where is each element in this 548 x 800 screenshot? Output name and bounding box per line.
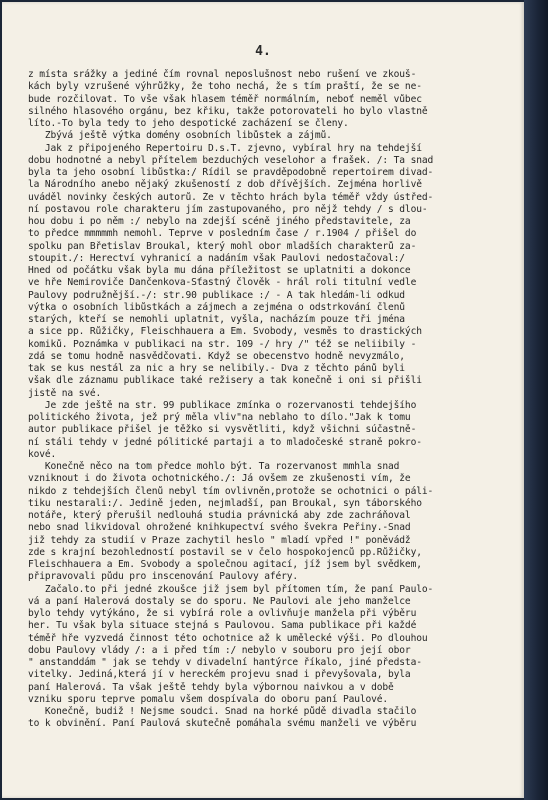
text-line: Zbývá ještě výtka domény osobních libůstek a zájmů. — [28, 130, 332, 142]
text-line: Konečně, budiž ! Nejsme soudci. Snad na horké půdě divadla stačilo — [28, 706, 417, 717]
page-number: 4. — [255, 44, 271, 59]
text-line: Začalo.to při jedné zkoušce již jsem byl přítomen tím, že paní Paulo- — [28, 583, 434, 595]
text-line: politického života, jež prý měla vliv"na neblaho to dílo."Jak k tomu — [28, 412, 411, 423]
text-line: nikdo z tehdejších členů nebyl tím ovlivněn,protože se ochotnici o páli- — [28, 485, 434, 497]
text-line: však dle záznamu publikace také režisery a tak konečně i oni si přišli — [28, 375, 422, 387]
text-line: líto.-To byla tedy to jeho despotické zacházení se členy. — [28, 118, 349, 129]
text-line: starých, kteří se nemohli uplatnit, vyšla, nacházím pouze tři jména — [28, 314, 405, 325]
text-line: vitelky. Jediná,která jí v hereckém projevu snad i převyšovala, byla — [28, 669, 411, 681]
text-line: dobu hodnotné a nebyl přítelem bezduchých veselohor a frašek. /: Ta snad — [28, 154, 434, 166]
text-line: z místa srážky a jediné čím rovnal neposlušnost nebo rušení ve zkouš- — [28, 69, 417, 80]
text-line: dobu Paulovy vlády /: a i před tím :/ nebylo v souboru pro její obor — [28, 644, 411, 656]
text-line: tak se kus nestál za nic a hry se nelibily.- Dva z těchto pánů byli — [28, 363, 405, 374]
text-line: a sice pp. Růžičky, Fleischhauera a Em. Svobody, vesměs to drastických — [28, 326, 422, 338]
text-line: notáře, který přerušil nedlouhá studia právnická aby zde zachráňoval — [28, 510, 411, 521]
text-line: tiku nestarali:/. Jedině jeden, nejmladší, pan Broukal, syn táborského — [28, 497, 422, 509]
text-line: spolku pan Břetislav Broukal, který mohl obor mladších charakterů za- — [28, 240, 417, 252]
text-line: to předce mmmmmh nemohl. Teprve v posledním čase / r.1904 / přišel do — [28, 228, 417, 240]
text-line: ve hře Nemiroviče Dančenkova-Šťastný člověk - hrál roli titulní vedle — [28, 277, 417, 289]
text-line: vá a paní Halerová dostaly se do sporu. Ne Paulovi ale jeho manželce — [28, 595, 411, 607]
text-line: zde s krajní bezohledností postavil se v čelo hospokojenců pp.Růžičky, — [28, 546, 422, 558]
text-line: byla ta jeho osobní libůstka:/ Řídil se pravděpodobně repertoirem divad- — [28, 167, 434, 178]
text-line: jistě na své. — [28, 387, 102, 399]
text-line: zdá se tomu hodně nasvědčovati. Když se obecenstvo hodně nevyzmálo, — [28, 350, 405, 362]
text-line: hou dobu i po něm :/ nebylo na zdejší scéně jiného představitele, za — [28, 216, 411, 227]
text-line: výtka o osobních libůstkách a zájmech a zejména o odstrkování členů — [28, 301, 405, 313]
text-line: vzniku sporu teprve pomalu všem dospívala do oboru paní Paulové. — [28, 693, 389, 705]
text-line: ní stáli tehdy v jedné pólitické partaji a to mladočeské straně pokro- — [28, 436, 422, 448]
text-line: la Národního anebo nějaký zkušeností z dob dřívějších. Zejména horlivě — [28, 179, 422, 191]
text-line: Konečně něco na tom předce mohlo být. Ta rozervanost mmhla snad — [28, 461, 400, 472]
book-binding-edge — [524, 0, 548, 800]
text-line: již tehdy za studií v Praze zachytil heslo " mladí vpřed !" poněvádž — [28, 534, 411, 546]
text-line: ní postavou role charakteru jím zastupovaného, pro nějž tehdy / s dlou- — [28, 203, 428, 215]
text-line: silného hlasového orgánu, bez křiku, takže potorovateli ho bylo vlastně — [28, 105, 428, 117]
text-line: téměř hře vyzvedá činnost této ochotnice až k umělecké výši. Po dlouhou — [28, 632, 428, 644]
text-line: her. Tu však byla situace stejná s Paulovou. Sama publikace při každé — [28, 620, 417, 632]
text-line: to k obvinění. Paní Paulová skutečně pomáhala svému manželi ve výběru — [28, 718, 417, 730]
text-line: Fleischhauera a Em. Svobody a společnou agitací, jíž jsem byl svědkem, — [28, 559, 422, 570]
text-line: kové. — [28, 448, 57, 460]
text-line: vzniknout i do života ochotnického./: Já ovšem ze zkušenosti vím, že — [28, 473, 411, 485]
text-line: bude rozčilovat. To vše však hlasem téměř normálním, neboť neměl vůbec — [28, 93, 422, 105]
text-line: nebo snad likvidoval ohrožené knihkupectví svého švekra Peřiny.-Snad — [28, 522, 411, 534]
text-line: paní Halerová. Ta však ještě tehdy byla výbornou naivkou a v době — [28, 681, 394, 693]
text-line: kách byly vzrušené výhrůžky, že toho nechá, že s tím praští, že se ne- — [28, 81, 422, 93]
text-line: stoupit./: Herectví vyhranicí a nadáním však Paulovi nedostačoval:/ — [28, 252, 405, 264]
text-line: komiků. Poznámka v publikaci na str. 109 -/ hry /" též se neliibily - — [28, 338, 417, 350]
text-line: Jak z připojeného Repertoiru D.s.T. zjevno, vybíral hry na tehdejší — [28, 142, 422, 154]
text-line: uváděl novinky českých autorů. Že v těchto hrách byla téměř vždy ústřed- — [28, 191, 434, 203]
text-line: bylo tehdy vytýkáno, že si vybírá role a ovlivňuje manžela při výběru — [28, 608, 417, 619]
text-line: autor publikace přišel je těžko si vysvětliti, když všichni súčastně- — [28, 424, 417, 436]
text-line: Je zde ještě na str. 99 publikace zmínka o rozervanosti tehdejšího — [28, 399, 417, 411]
text-line: Paulovy podružnější.-/: str.90 publikace :/ - A tak hledám-li odkud — [28, 289, 405, 301]
typewritten-page — [2, 2, 524, 798]
text-line: Hned od počátku však byla mu dána příležitost se uplatniti a dokonce — [28, 265, 411, 276]
text-line: " anstanddám " jak se tehdy v divadelní hantýrce říkalo, jiné předsta- — [28, 657, 422, 668]
text-line: připravovali půdu pro inscenování Paulovy aféry. — [28, 571, 299, 583]
page-body-text — [28, 69, 520, 731]
